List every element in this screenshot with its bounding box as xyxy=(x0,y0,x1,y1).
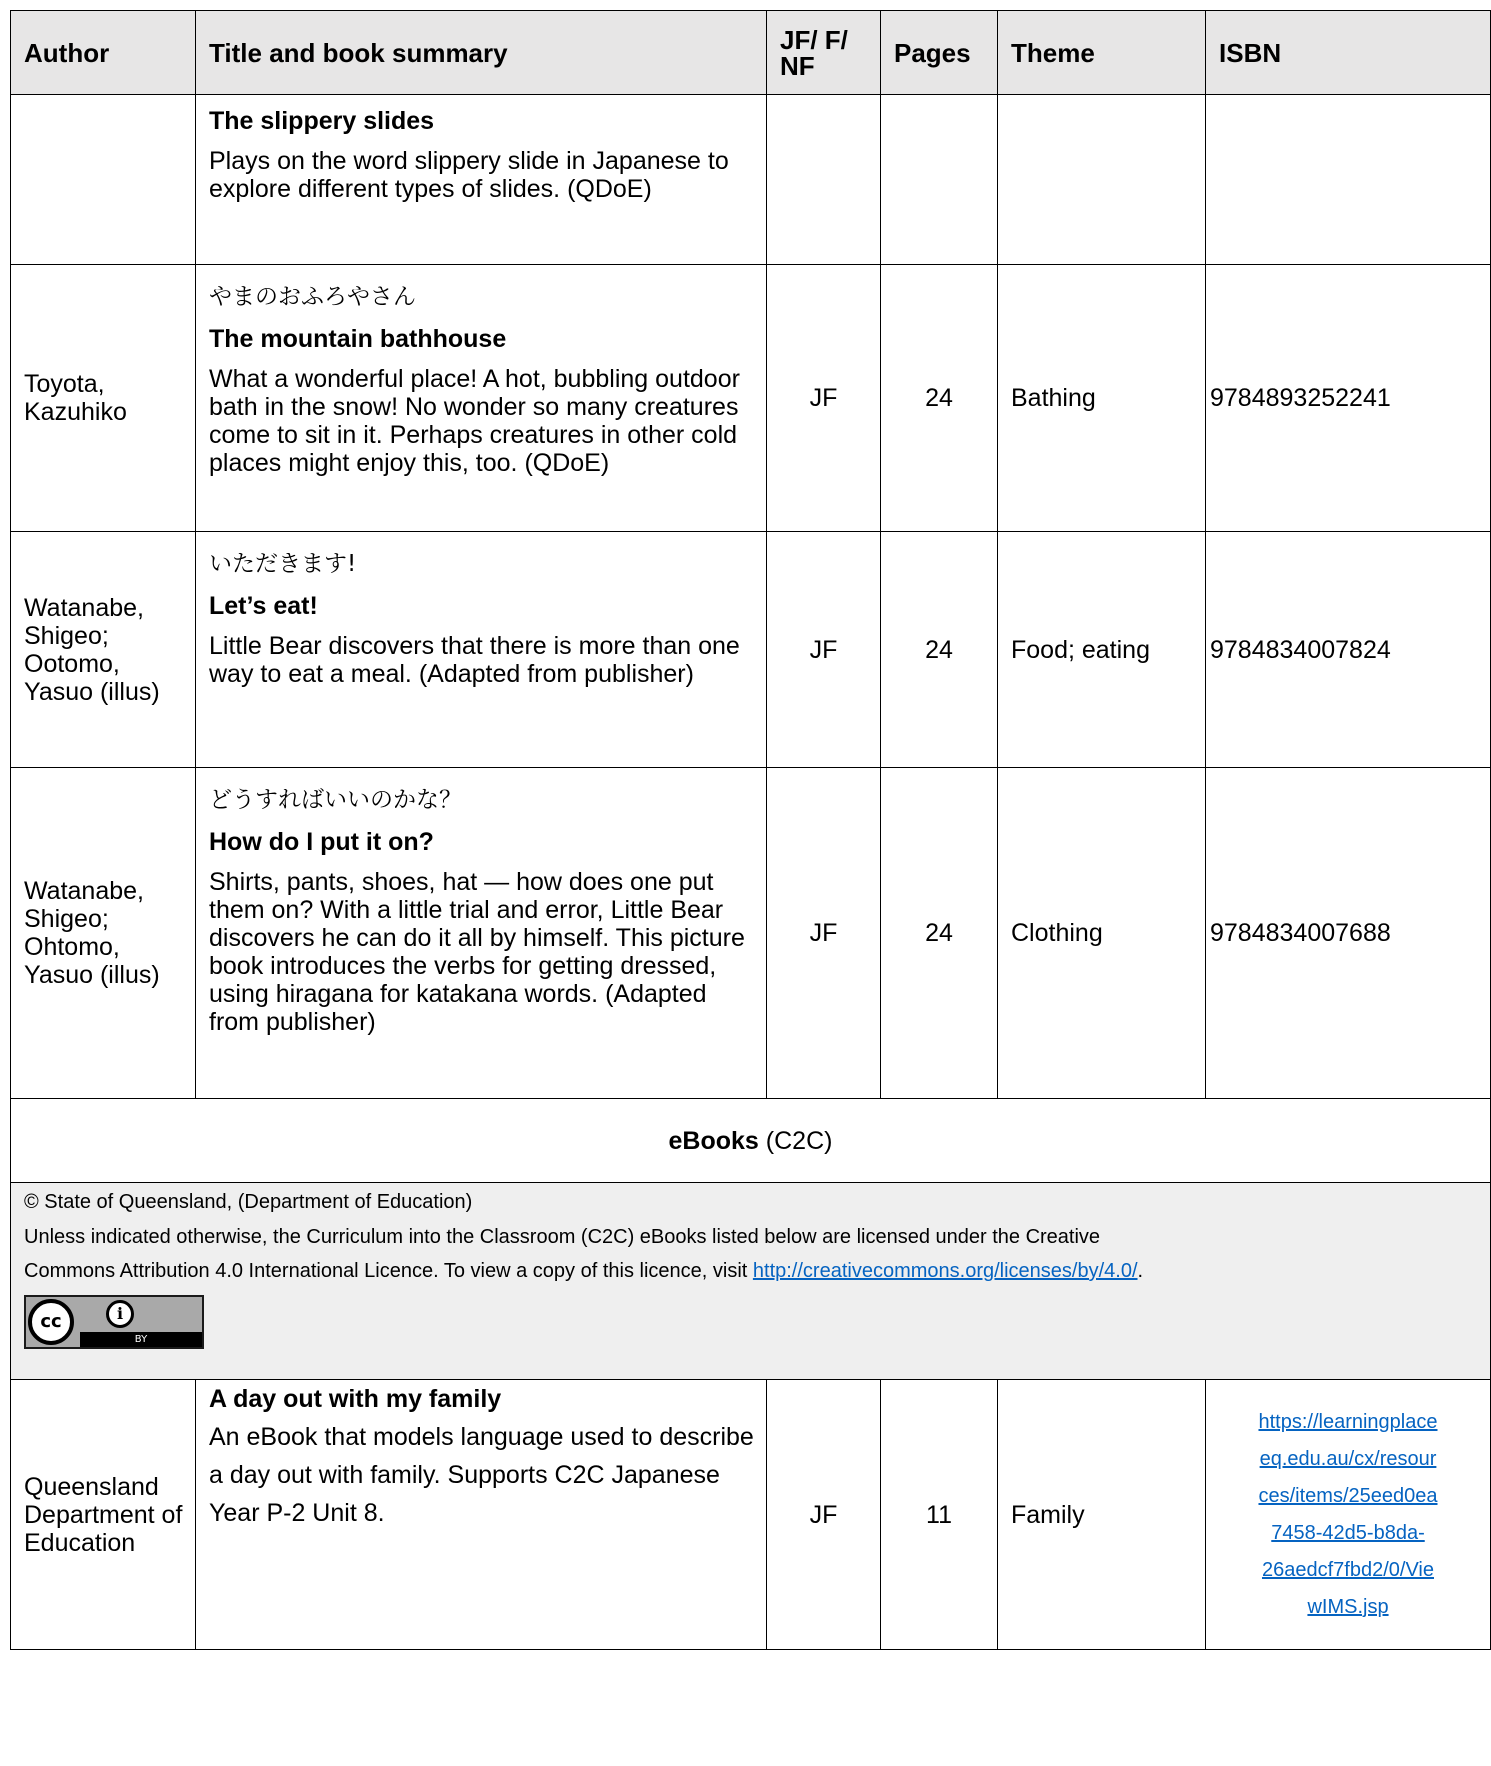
japanese-title: どうすればいいのかな？ xyxy=(209,787,462,813)
licence-notice-row xyxy=(11,1183,1491,1380)
jf-cell: JF xyxy=(767,1380,881,1650)
table-row xyxy=(11,1380,1491,1650)
table-row xyxy=(11,532,1491,768)
book-title: The mountain bathhouse xyxy=(209,325,507,353)
copyright-line: © State of Queensland, (Department of Education) xyxy=(24,1191,473,1213)
japanese-title: いただきます! xyxy=(209,551,357,577)
summary-cell xyxy=(196,1380,767,1650)
summary-cell xyxy=(196,768,767,1099)
licence-text-prefix: Commons Attribution 4.0 International Licence. To view a copy of this licence, visit xyxy=(24,1260,753,1282)
licence-link[interactable]: http://creativecommons.org/licenses/by/4.0/ xyxy=(752,1260,1138,1282)
attribution-icon: i xyxy=(106,1300,134,1328)
ebooks-section-row xyxy=(11,1099,1491,1183)
table-row xyxy=(11,768,1491,1099)
jf-cell: JF xyxy=(767,265,881,532)
author-cell: Watanabe, Shigeo; Ohtomo, Yasuo (illus) xyxy=(11,768,196,1099)
licence-text-suffix: . xyxy=(1137,1260,1144,1282)
header-title: Title and book summary xyxy=(196,11,767,95)
ebooks-heading xyxy=(11,1099,1491,1183)
author-cell: Toyota, Kazuhiko xyxy=(11,265,196,532)
japanese-title: やまのおふろやさん xyxy=(209,284,416,310)
pages-cell: 24 xyxy=(881,532,998,768)
ebook-url-line[interactable]: eq.edu.au/cx/resour xyxy=(1259,1447,1437,1470)
ebook-url-line[interactable]: ces/items/25eed0ea xyxy=(1258,1484,1438,1507)
licence-text-line2 xyxy=(24,1260,1490,1282)
theme-cell xyxy=(998,95,1206,265)
pages-cell: 11 xyxy=(881,1380,998,1650)
author-cell: Queensland Department of Education xyxy=(11,1380,196,1650)
ebooks-heading-rest: (C2C) xyxy=(758,1126,833,1155)
jf-cell: JF xyxy=(767,532,881,768)
ebook-url-line[interactable]: wIMS.jsp xyxy=(1307,1595,1389,1618)
summary-cell xyxy=(196,95,767,265)
isbn-cell xyxy=(1206,95,1491,265)
theme-cell: Bathing xyxy=(998,265,1206,532)
header-row xyxy=(11,11,1491,95)
table-row xyxy=(11,95,1491,265)
header-jf: JF/ F/ NF xyxy=(767,11,881,95)
document-page xyxy=(10,10,1438,1766)
ebook-url-line[interactable]: 26aedcf7fbd2/0/Vie xyxy=(1261,1558,1434,1581)
book-summary: Little Bear discovers that there is more than one way to eat a meal. (Adapted from publisher) xyxy=(209,632,740,688)
licence-notice xyxy=(11,1183,1491,1380)
book-summary: Plays on the word slippery slide in Japanese to explore different types of slides. (QDoE) xyxy=(209,147,729,203)
isbn-cell: 9784834007824 xyxy=(1206,532,1491,768)
cc-by-badge xyxy=(24,1295,204,1349)
cc-icon: cc xyxy=(28,1299,74,1345)
header-pages: Pages xyxy=(881,11,998,95)
pages-cell: 24 xyxy=(881,768,998,1099)
book-title: A day out with my family xyxy=(209,1385,502,1413)
licence-text-line1: Unless indicated otherwise, the Curriculum into the Classroom (C2C) eBooks listed below are licensed under the Creative xyxy=(24,1226,1101,1248)
book-summary: Shirts, pants, shoes, hat — how does one put them on? With a little trial and error, Little Bear discovers he can do it all by himself. This picture book introduces the verbs for getting dressed, using hiragana for katakana words. (Adapted from publisher) xyxy=(209,868,745,1036)
theme-cell: Food; eating xyxy=(998,532,1206,768)
ebook-url-line[interactable]: 7458-42d5-b8da- xyxy=(1271,1521,1425,1544)
theme-cell: Clothing xyxy=(998,768,1206,1099)
ebooks-heading-bold: eBooks xyxy=(668,1126,759,1155)
by-label: BY xyxy=(80,1332,202,1347)
author-cell xyxy=(11,95,196,265)
book-title: The slippery slides xyxy=(209,107,435,135)
url-cell xyxy=(1206,1380,1491,1650)
header-author: Author xyxy=(11,11,196,95)
header-isbn: ISBN xyxy=(1206,11,1491,95)
ebook-url-line[interactable]: https://learningplace xyxy=(1258,1410,1438,1433)
pages-cell: 24 xyxy=(881,265,998,532)
author-cell: Watanabe, Shigeo; Ootomo, Yasuo (illus) xyxy=(11,532,196,768)
book-summary: What a wonderful place! A hot, bubbling outdoor bath in the snow! No wonder so many creatures come to sit in it. Perhaps creatures in other cold places might enjoy this, too. (QDoE) xyxy=(209,365,740,477)
pages-cell xyxy=(881,95,998,265)
summary-cell xyxy=(196,532,767,768)
book-summary: An eBook that models language used to describe a day out with family. Supports C2C Japanese Year P-2 Unit 8. xyxy=(209,1423,754,1527)
jf-cell: JF xyxy=(767,768,881,1099)
book-list-table xyxy=(10,10,1491,1650)
isbn-cell: 9784893252241 xyxy=(1206,265,1491,532)
table-row xyxy=(11,265,1491,532)
isbn-cell: 9784834007688 xyxy=(1206,768,1491,1099)
theme-cell: Family xyxy=(998,1380,1206,1650)
jf-cell xyxy=(767,95,881,265)
header-theme: Theme xyxy=(998,11,1206,95)
book-title: Let’s eat! xyxy=(209,592,318,620)
summary-cell xyxy=(196,265,767,532)
book-title: How do I put it on? xyxy=(209,828,434,856)
